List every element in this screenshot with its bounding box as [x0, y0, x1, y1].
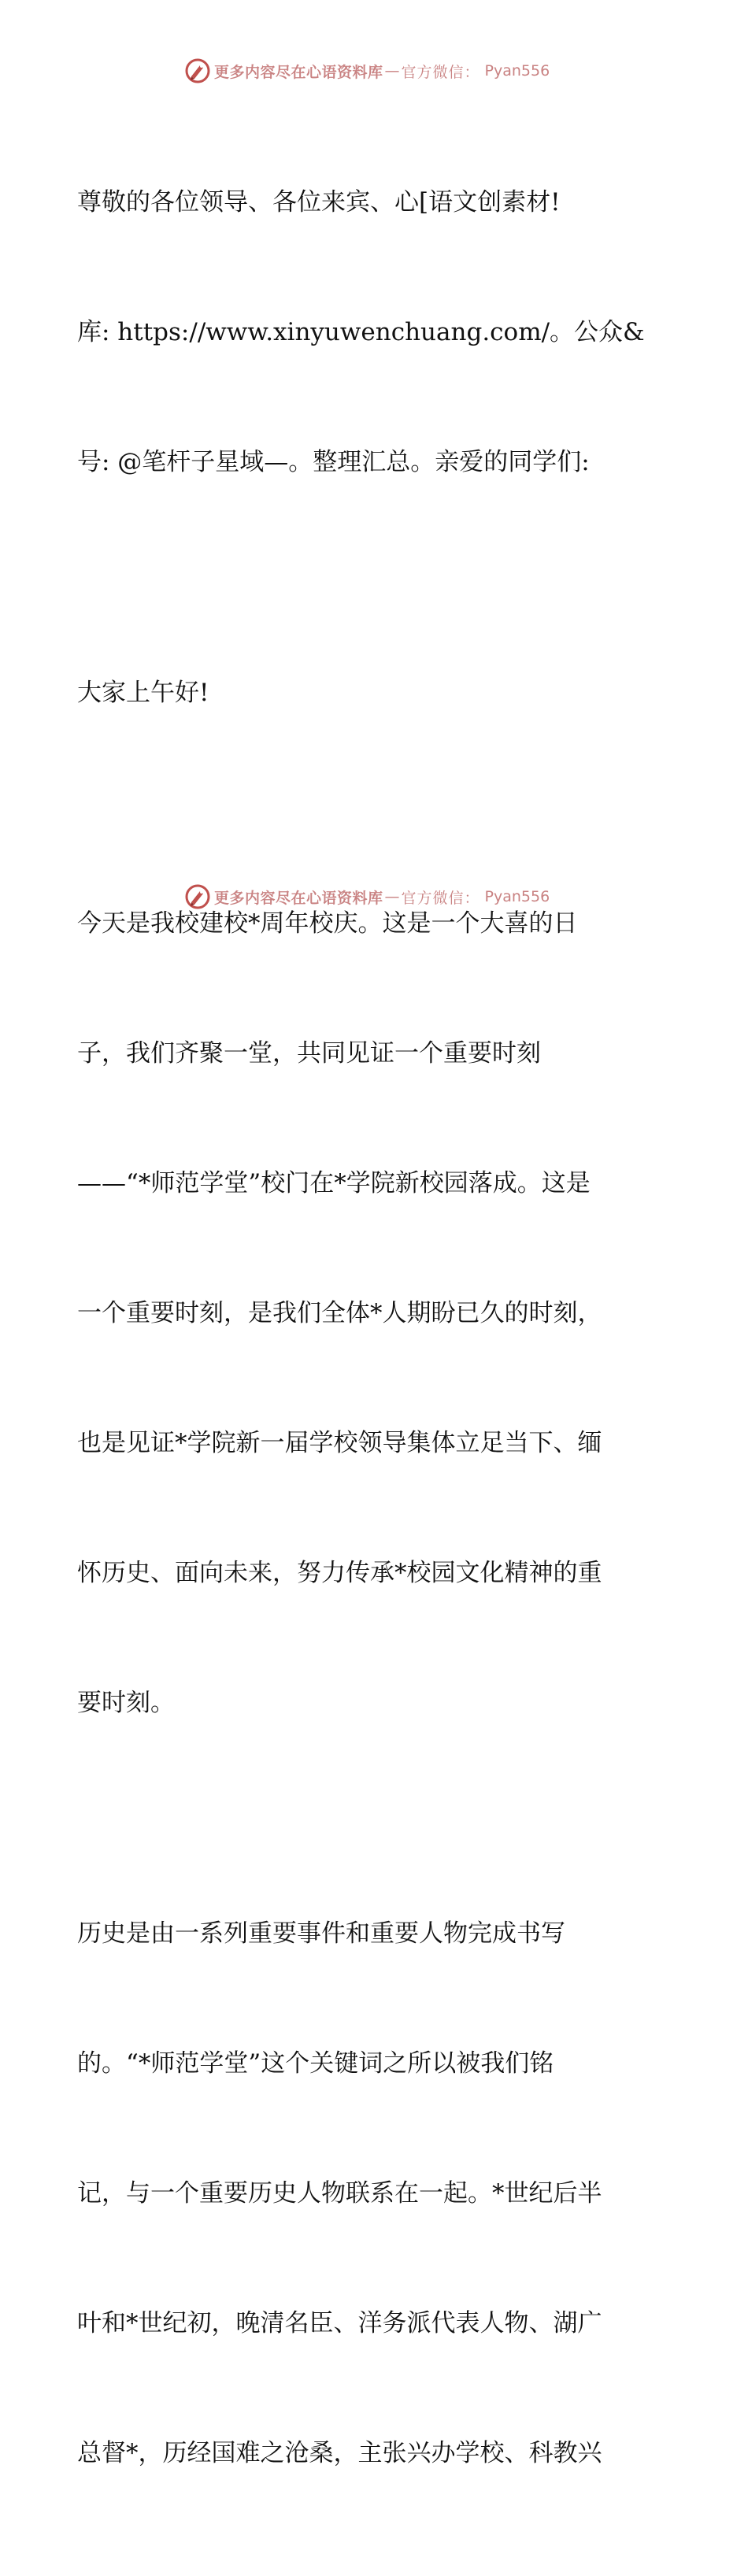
banner-wechat-id: Pyan556 — [484, 888, 550, 905]
banner-separator: — — [384, 888, 400, 905]
paragraph-greeting — [77, 585, 676, 801]
text-line: 今天是我校建校*周年校庆。这是一个大喜的日 — [77, 909, 578, 938]
text-line: 历史是由一系列重要事件和重要人物完成书写 — [77, 1919, 565, 1948]
text-line: 总督*，历经国难之沧桑，主张兴办学校、科教兴 — [77, 2439, 602, 2467]
text-line: 号: @笔杆子星域—。整理汇总。亲爱的同学们: — [77, 448, 590, 476]
text-line: 的。“*师范学堂”这个关键词之所以被我们铭 — [77, 2049, 554, 2078]
footer-banner — [184, 883, 550, 911]
text-line: 记，与一个重要历史人物联系在一起。*世纪后半 — [77, 2179, 602, 2208]
text-line: 尊敬的各位领导、各位来宾、心[语文创素材! — [77, 188, 561, 217]
document-body — [77, 94, 676, 2576]
banner-official-label: 官方微信： — [401, 889, 480, 907]
banner-brand-text: 更多内容尽在心语资料库 — [214, 889, 383, 907]
text-line: 怀历史、面向未来，努力传承*校园文化精神的重 — [77, 1559, 602, 1587]
text-line: 库: https://www.xinyuwenchuang.com/。公众& — [77, 318, 645, 346]
text-line: 也是见证*学院新一届学校领导集体立足当下、缅 — [77, 1429, 602, 1457]
text-line: 叶和*世纪初，晚清名臣、洋务派代表人物、湖广 — [77, 2309, 602, 2337]
banner-separator: — — [384, 62, 400, 80]
pen-logo-icon — [184, 883, 211, 910]
text-line: 大家上午好! — [77, 679, 209, 707]
paragraph-anniversary — [77, 816, 676, 1812]
pen-logo-icon — [184, 57, 211, 84]
banner-official-label: 官方微信： — [401, 63, 480, 81]
text-line: ——“*师范学堂”校门在*学院新校园落成。这是 — [77, 1169, 591, 1197]
text-line: 要时刻。 — [77, 1689, 175, 1717]
paragraph-salutation — [77, 94, 676, 571]
text-line: 子，我们齐聚一堂，共同见证一个重要时刻 — [77, 1039, 541, 1068]
banner-wechat-id: Pyan556 — [484, 62, 550, 80]
banner-brand-text: 更多内容尽在心语资料库 — [214, 63, 383, 81]
paragraph-history — [77, 1826, 676, 2562]
header-banner — [184, 57, 550, 85]
text-line: 一个重要时刻，是我们全体*人期盼已久的时刻， — [77, 1299, 602, 1327]
